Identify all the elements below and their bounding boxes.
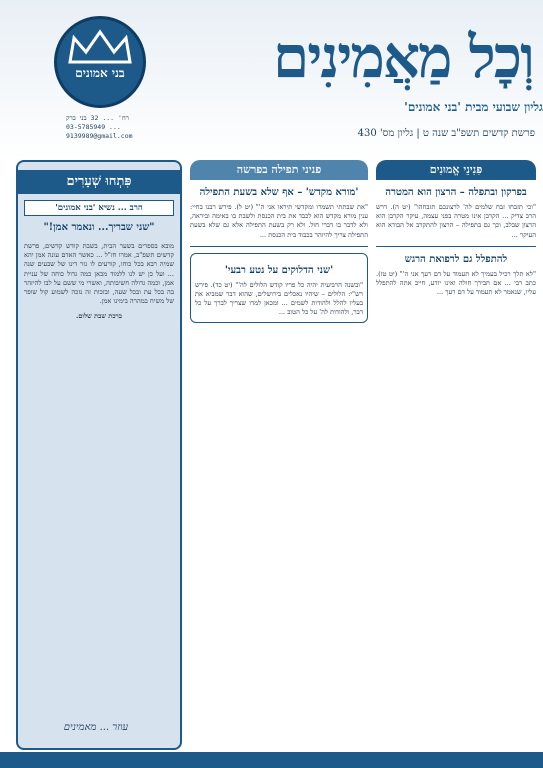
divider	[190, 246, 368, 247]
logo-name: בני אמונים	[75, 66, 125, 80]
right-column	[376, 180, 536, 750]
masthead-subtitle: גליון שבועי מבית 'בני אמונים'	[404, 100, 543, 114]
sidebar-section-title: "שני שבריך... ונאמר אמן!"	[43, 222, 155, 233]
sidebar-heading: פִּתְחוּ שְׁעָרִים	[18, 170, 180, 194]
middle-article-2	[190, 253, 368, 323]
divider	[376, 246, 536, 247]
middle-article-1-body: "את שבתתי תשמרו ומקדשי תיראו אני ה'" (יט ל). פירש רבנו בחיי: ענין מורא מקדש הוא לכבד את בית הכנסת ולשבת בו באימה וביראה, ולא לדבר בו דברי חול. ולא רק בשעת התפילה אלא גם שלא בשעת התפילה צריך להיזהר בכבוד בית הכנסת ...	[190, 203, 368, 239]
logo-contact: רח' ... 32 בני ברק 03-5785949 ... 9139989@gmail.com	[66, 114, 133, 140]
middle-article-2-body: "ובשנה הרביעית יהיה כל פריו קודש הלולים לה'" (יט כד). פירש רש"י: הלולים – שיהיו נאכלים בירושלים, שהוא דבר שמביא את בעליו להלל ולהודות לשמים ... ומכאן למדו שצריך לברך על כל דבר, ולהודות לה' על כל הטוב ...	[195, 280, 363, 317]
middle-article-1-title: 'מורא מקדש' – אף שלא בשעת התפילה	[199, 187, 359, 198]
middle-article-2-title: 'שני הדלוקים על נטע רבעי'	[224, 264, 334, 276]
right-article-2-body: "לא תלך רכיל בעמיך לא תעמוד על דם רעך אני ה'" (יט טז). כתב רבי ... אם חבירך חולה ואינו יודע, חייב אתה להתפלל עליו, שנאמר לא תעמוד על דם רעך ...	[376, 269, 536, 297]
right-article-2-title: להתפלל גם לרפואת הרגש	[404, 253, 508, 265]
sidebar-byline: הרב ... נשיא 'בני אמונים'	[24, 200, 174, 216]
footer-band	[0, 752, 543, 768]
sidebar-editorial	[16, 160, 182, 750]
right-article-1-body: "וכי תזבחו זבח שלמים לה' לרצונכם תזבחהו" (יט ה). דרש הרב צדיק ... הקרבן אינו מטרה בפני עצמה, עיקר הקרבן הוא הרצון שבלב, וכך גם בתפילה – הרצון להתקרב אל הבורא הוא העיקר ...	[376, 203, 536, 239]
sidebar-closing: ברכת שבת שלום.	[76, 312, 122, 321]
masthead-title: וְכׇל מַאֲמִינִים	[273, 23, 533, 91]
masthead	[173, 20, 533, 110]
right-article-1-title: בפרקון ובתפלה – הרצון הוא המטרה	[385, 187, 527, 198]
issue-line: פרשת קדשים תשפ"ב שנה ט | גליון מס' 430	[357, 128, 535, 139]
tab-right: פִּנִינֵי אֱמוּנִים	[376, 160, 536, 180]
logo	[6, 6, 146, 156]
crown-icon	[64, 28, 136, 68]
sidebar-signature: עוזר ... מאמינים	[63, 722, 129, 733]
sidebar-body: מובא בספרים בשער הבית, בשבת קודש קדשים, פרשת קדשים תשפ"ב, אמרו חז"ל ... כאשר האדם עונה אמן יהא שמיה רבא בכל כוחו, קורעים לו גזר דינו של שבעים שנה ... ועל כן יש לנו ללמוד מכאן כמה גדול כוחה של עניית אמן, וכמה גדולה חשיבותה, ואשרי מי ששם על לבו להיזהר בה בכל עת ובכל שעה, ובזכות זה נזכה לשמוע קול שופר של משיח במהרה בימינו אמן. ברכת שבת שלום.	[24, 242, 174, 321]
middle-column	[190, 180, 368, 750]
tab-middle: פניני תפילה בפרשה	[190, 160, 368, 180]
header	[0, 0, 543, 160]
